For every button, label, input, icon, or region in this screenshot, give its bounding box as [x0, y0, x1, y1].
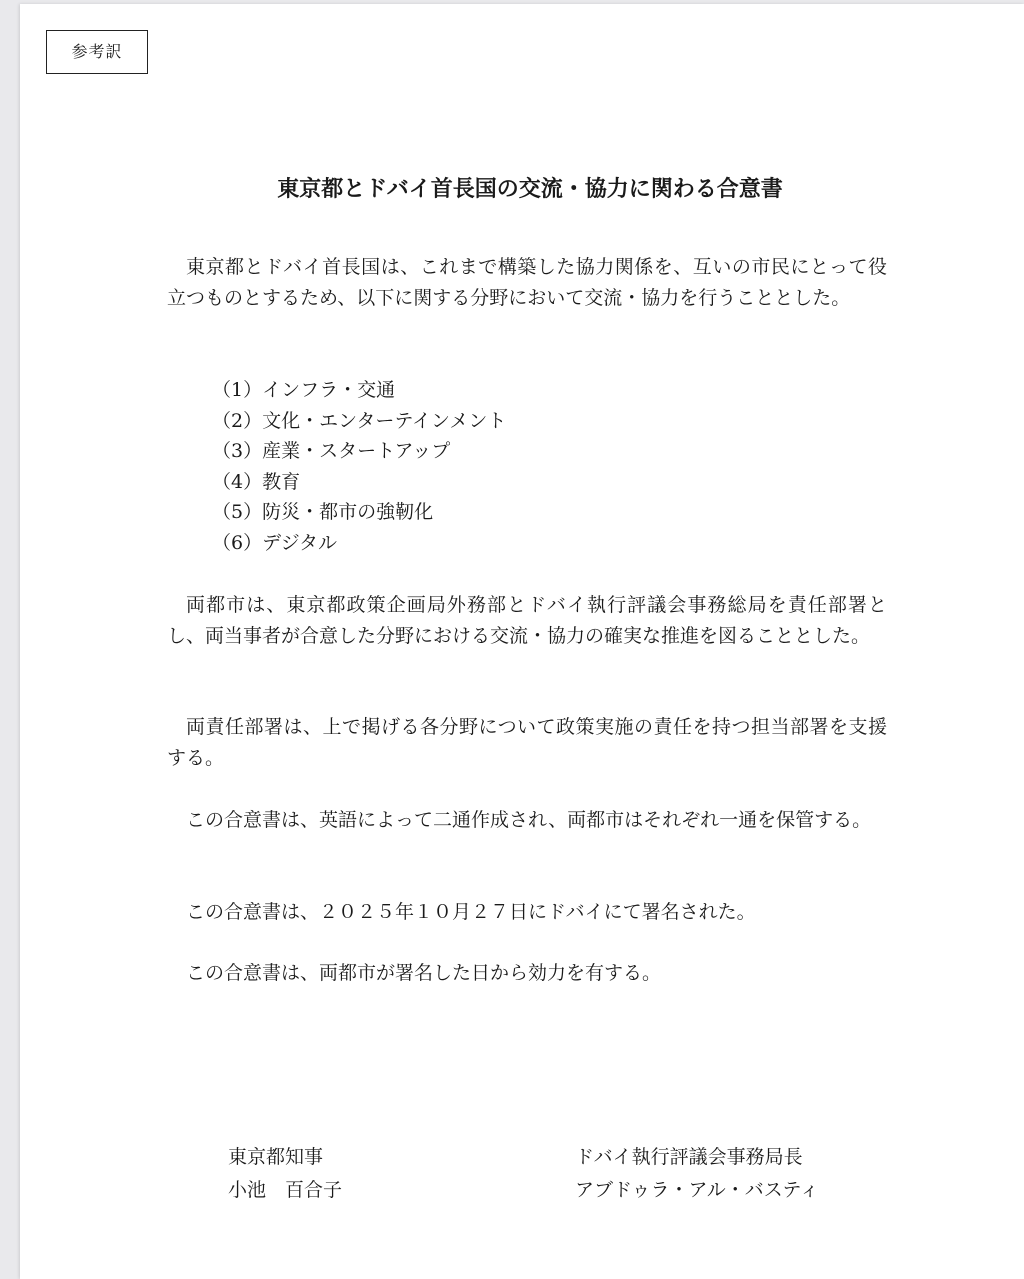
dubai-signatory-name: アブドゥラ・アル・バスティ — [575, 1179, 819, 1201]
document-title: 東京都とドバイ首長国の交流・協力に関わる合意書 — [277, 177, 783, 202]
copies-paragraph: この合意書は、英語によって二通作成され、両都市はそれぞれ一通を保管する。 — [186, 809, 872, 831]
signing-date-paragraph: この合意書は、２０２５年１０月２７日にドバイにて署名された。 — [186, 901, 756, 923]
dubai-signatory-role: ドバイ執行評議会事務局長 — [575, 1146, 803, 1168]
intro-paragraph: 東京都とドバイ首長国は、これまで構築した協力関係を、互いの市民にとって役立つものとするため、以下に関する分野において交流・協力を行うこととした。 — [167, 256, 887, 309]
responsibility-paragraph: 両都市は、東京都政策企画局外務部とドバイ執行評議会事務総局を責任部署とし、両当事者が合意した分野における交流・協力の確実な推進を図ることとした。 — [167, 594, 887, 647]
field-list — [212, 375, 506, 559]
dubai-signature-block — [575, 1141, 819, 1207]
list-item: （6）デジタル — [212, 531, 337, 554]
list-item: （3）産業・スタートアップ — [212, 440, 451, 463]
reference-translation-badge: 参考訳 — [46, 30, 148, 74]
tokyo-signatory-role: 東京都知事 — [228, 1146, 324, 1168]
list-item: （5）防災・都市の強靭化 — [212, 501, 434, 524]
support-paragraph: 両責任部署は、上で掲げる各分野について政策実施の責任を持つ担当部署を支援する。 — [167, 716, 887, 769]
document-page — [20, 4, 1024, 1279]
list-item: （4）教育 — [212, 470, 301, 493]
effective-date-paragraph: この合意書は、両都市が署名した日から効力を有する。 — [186, 962, 662, 984]
list-item: （2）文化・エンターテインメント — [212, 409, 507, 432]
list-item: （1）インフラ・交通 — [212, 379, 396, 401]
tokyo-signatory-name: 小池 百合子 — [228, 1179, 343, 1201]
tokyo-signature-block — [228, 1141, 342, 1207]
